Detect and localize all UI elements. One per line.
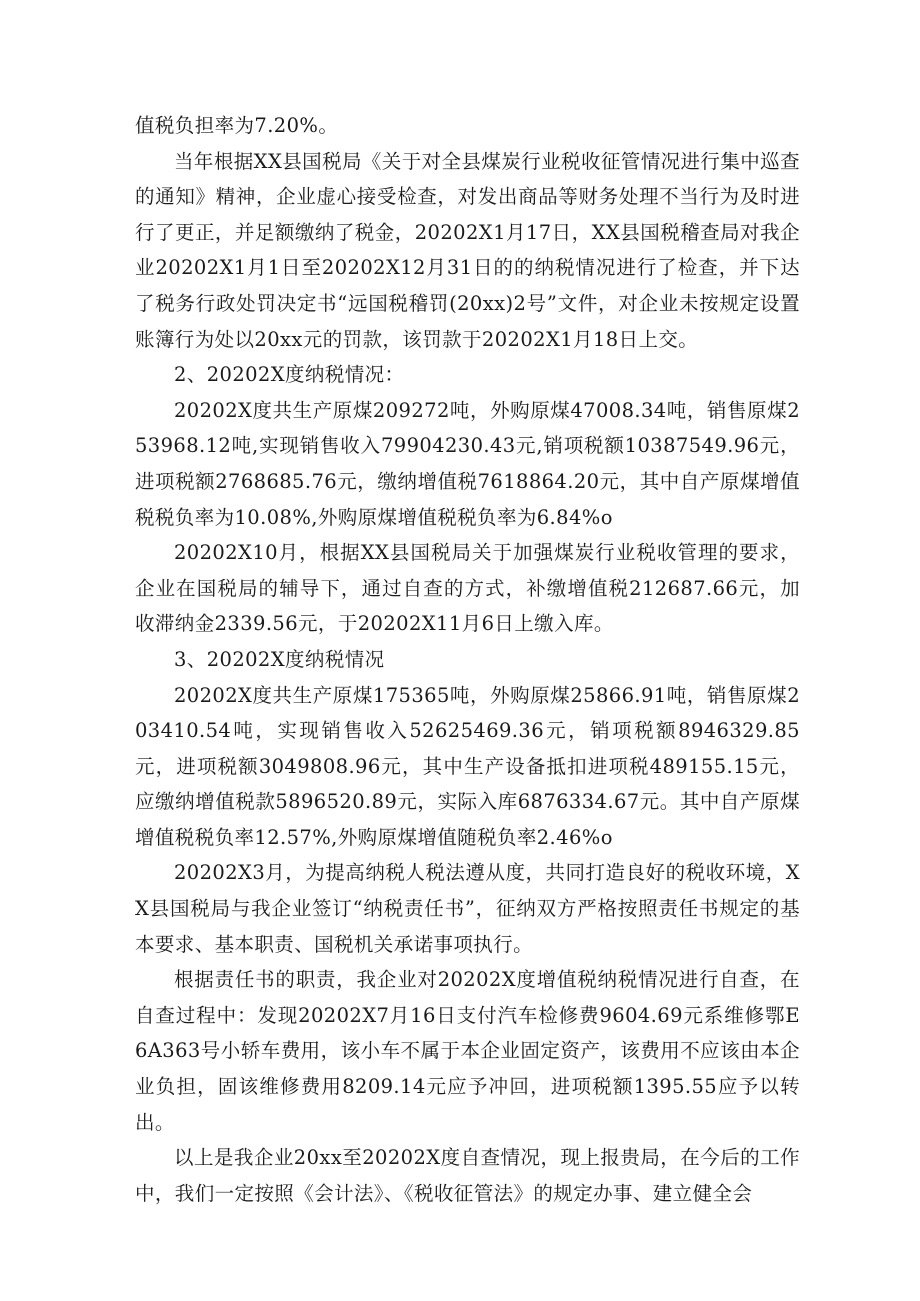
section-heading-3: 3、20202X度纳税情况 [174,647,385,671]
paragraph-tax-burden-continuation: 值税负担率为7.20%。 [135,114,339,137]
paragraph-conclusion: 以上是我企业20xx至20202X度自查情况，现上报贵局，在今后的工作中，我们一定按照《会计法》、《税收征管法》的规定办事、建立健全会 [135,1146,800,1205]
section-heading-2: 2、20202X度纳税情况： [174,363,405,387]
paragraph-production-3: 20202X度共生产原煤175365吨，外购原煤25866.91吨，销售原煤203410.54吨，实现销售收入52625469.36元，销项税额8946329.85元，进项税额3049808.96元，其中生产设备抵扣进项税489155.15元，应缴纳增值税款5896520.89元，实际入库6876334.67元。其中自产原煤增值税税负率12.57%,外购原煤增值随税负率2.46%o [135,683,800,849]
paragraph-responsibility-letter: 20202X3月，为提高纳税人税法遵从度，共同打造良好的税收环境，XX县国税局与我企业签订“纳税责任书”，征纳双方严格按照责任书规定的基本要求、基本职责、国税机关承诺事项执行。 [135,861,800,956]
paragraph-self-inspection-findings: 根据责任书的职责，我企业对20202X度增值税纳税情况进行自查，在自查过程中：发现20202X7月16日支付汽车检修费9604.69元系维修鄂E6A363号小轿车费用，该小车不属于本企业固定资产，该费用不应该由本企业负担，固该维修费用8209.14元应予冲回，进项税额1395.55应予以转出。 [135,968,800,1134]
paragraph-inspection: 当年根据XX县国税局《关于对全县煤炭行业税收征管情况进行集中巡查的通知》精神，企业虚心接受检查，对发出商品等财务处理不当行为及时进行了更正，并足额缴纳了税金，20202X1月17日，XX县国税稽查局对我企业20202X1月1日至20202X12月31日的的纳税情况进行了检查，并下达了税务行政处罚决定书“远国税稽罚(20xx)2号”文件，对企业未按规定设置账簿行为处以20xx元的罚款，该罚款于20202X1月18日上交。 [135,149,800,351]
paragraph-production-2: 20202X度共生产原煤209272吨，外购原煤47008.34吨，销售原煤253968.12吨,实现销售收入79904230.43元,销项税额10387549.96元，进项税额2768685.76元，缴纳增值税7618864.20元，其中自产原煤增值税税负率为10.08%,外购原煤增值税税负率为6.84%o [135,398,800,529]
paragraph-self-audit-october: 20202X10月，根据XX县国税局关于加强煤炭行业税收管理的要求，企业在国税局的辅导下，通过自查的方式，补缴增值税212687.66元，加收滞纳金2339.56元，于20202X11月6日上缴入库。 [135,541,800,636]
document-body [135,108,800,1211]
